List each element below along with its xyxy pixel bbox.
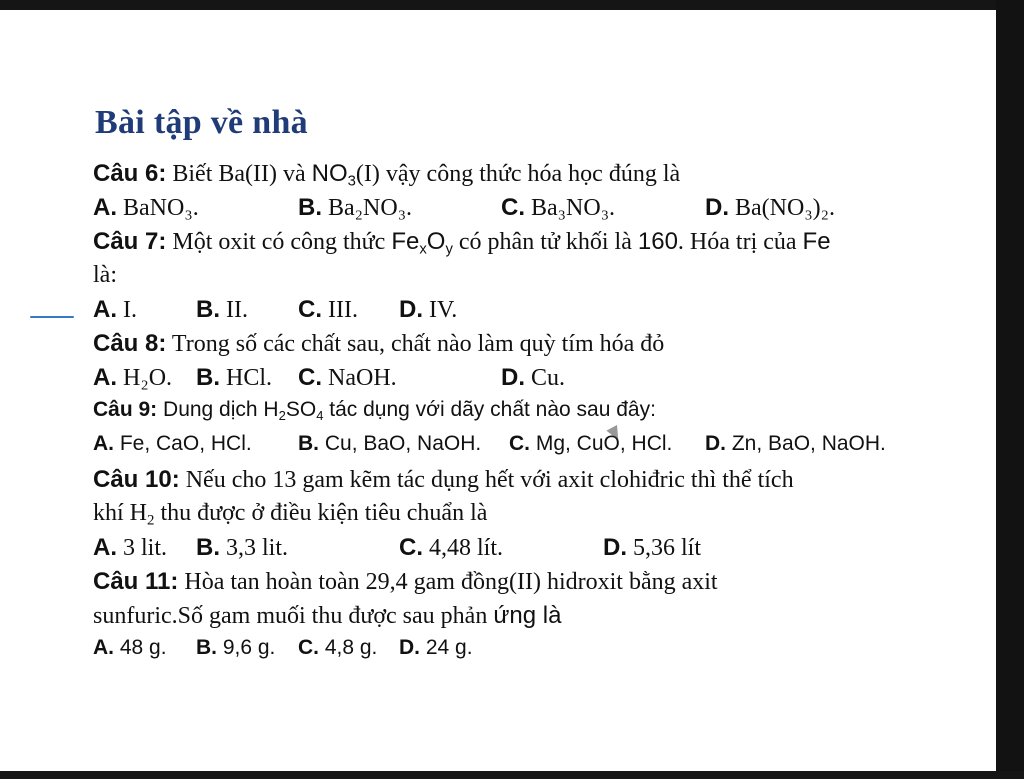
pen-annotation-mark	[30, 316, 74, 318]
page-title: Bài tập về nhà	[95, 104, 308, 141]
q8-option-a: A. H₂O.	[93, 364, 173, 391]
q6-option-c: C. Ba₃NO₃.	[501, 194, 616, 221]
question-8: Câu 8: Trong số các chất sau, chất nào làm quỳ tím hóa đỏ	[93, 330, 665, 357]
question-7-label: Câu 7:	[93, 228, 167, 255]
q7-option-a: A. I.	[93, 296, 137, 323]
question-6	[93, 160, 680, 188]
question-10-label: Câu 10:	[93, 466, 180, 493]
question-7-line-2: là:	[93, 262, 117, 288]
q6-option-a: A. BaNO₃.	[93, 194, 199, 221]
q11-option-b: B. 9,6 g.	[196, 636, 276, 659]
q11-option-a: A. 48 g.	[93, 636, 167, 659]
question-9: Câu 9: Dung dịch $H_2SO_4$ tác dụng với dãy chất nào sau đây:	[93, 398, 656, 423]
q11-option-d: D. 24 g.	[399, 636, 473, 659]
question-11-line-2: sunfuric.Số gam muối thu được sau phản ứng là	[93, 602, 562, 629]
q9-option-c: C. Mg, CuO, HCl.	[509, 432, 673, 455]
q6-option-b: B. Ba₂NO₃.	[298, 194, 413, 221]
question-6-label: Câu 6:	[93, 160, 167, 187]
q9-option-a: A. Fe, CaO, HCl.	[93, 432, 252, 455]
q6-option-d: D. Ba(NO₃)₂.	[705, 194, 836, 221]
question-7-formula: $Fe_xO_y$	[391, 228, 453, 258]
question-9-formula: $H_2SO_4$	[263, 398, 324, 423]
q8-option-d: D. Cu.	[501, 364, 566, 391]
q8-option-c: C. NaOH.	[298, 364, 397, 391]
question-6-formula: $NO_3$	[311, 160, 356, 190]
q9-option-b: B. Cu, BaO, NaOH.	[298, 432, 482, 455]
question-7: Câu 7: Một oxit có công thức $Fe_xO_y$ có phân tử khối là 160. Hóa trị của Fe	[93, 228, 831, 258]
q10-option-b: B. 3,3 lit.	[196, 534, 289, 561]
q11-option-c: C. 4,8 g.	[298, 636, 378, 659]
question-10-line-2: khí $H_2$ thu được ở điều kiện tiêu chuẩn là	[93, 500, 488, 529]
question-11-label: Câu 11:	[93, 568, 179, 595]
q8-option-b: B. HCl.	[196, 364, 273, 391]
q9-option-d: D. Zn, BaO, NaOH.	[705, 432, 886, 455]
top-frame-bar	[0, 0, 1024, 10]
q10-option-d: D. 5,36 lít	[603, 534, 702, 561]
q7-option-c: C. III.	[298, 296, 358, 323]
question-6-text-b: (I) vậy công thức hóa học đúng là	[355, 161, 681, 187]
q10-option-a: A. 3 lit.	[93, 534, 168, 561]
q10-option-c: C. 4,48 lít.	[399, 534, 504, 561]
question-10: Câu 10: Nếu cho 13 gam kẽm tác dụng hết với axit clohiđric thì thể tích	[93, 466, 794, 493]
question-6-text-a: Biết Ba(II) và	[166, 161, 312, 187]
q7-option-d: D. IV.	[399, 296, 458, 323]
question-11: Câu 11: Hòa tan hoàn toàn 29,4 gam đồng(II) hidroxit bằng axit	[93, 568, 718, 595]
bottom-frame-bar	[0, 771, 1024, 779]
q7-option-b: B. II.	[196, 296, 248, 323]
question-9-label: Câu 9:	[93, 398, 158, 421]
question-8-label: Câu 8:	[93, 330, 167, 357]
right-frame-bar	[996, 0, 1024, 779]
